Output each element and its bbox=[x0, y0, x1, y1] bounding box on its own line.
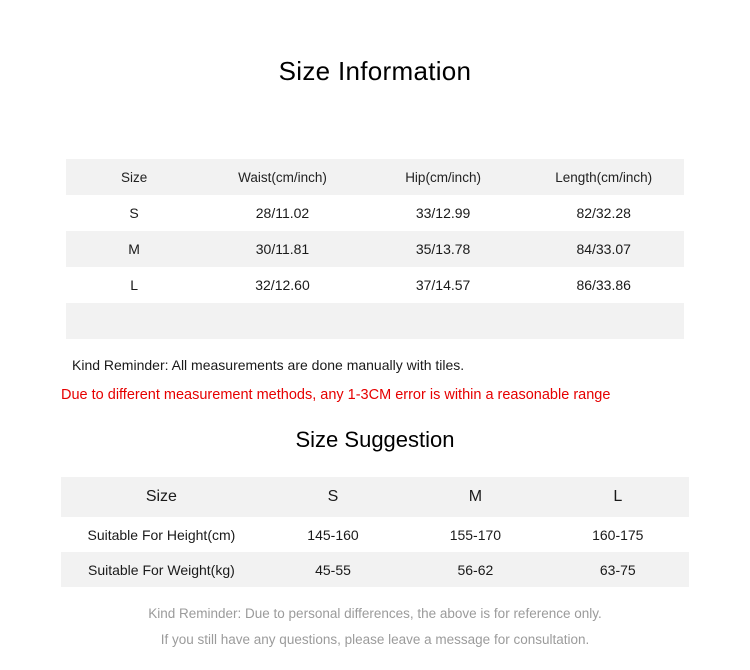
table-header-row bbox=[66, 159, 684, 195]
table-row bbox=[66, 267, 684, 303]
table-row bbox=[66, 231, 684, 267]
size-suggestion-title: Size Suggestion bbox=[295, 427, 455, 452]
cell-length: 82/32.28 bbox=[576, 205, 631, 221]
spacer-cell bbox=[66, 303, 202, 339]
cell-waist: 30/11.81 bbox=[202, 231, 363, 267]
size-suggestion-table-container bbox=[61, 463, 689, 587]
table-header-row bbox=[61, 477, 689, 517]
size-suggestion-table bbox=[61, 477, 689, 587]
cell-weight-l: 63-75 bbox=[547, 552, 689, 587]
spacer-cell bbox=[363, 303, 524, 339]
footer-note-line-2: If you still have any questions, please leave a message for consultation. bbox=[160, 631, 590, 647]
column-header-size: Size bbox=[66, 159, 202, 195]
column-header-s: S bbox=[262, 477, 404, 517]
size-information-table-container bbox=[66, 87, 684, 339]
column-header-m: M bbox=[404, 477, 546, 517]
cell-size: S bbox=[129, 205, 139, 221]
cell-waist: 28/11.02 bbox=[255, 205, 310, 221]
table-row bbox=[66, 195, 684, 231]
page-title: Size Information bbox=[278, 56, 472, 86]
cell-weight-s: 45-55 bbox=[262, 552, 404, 587]
cell-height-s: 145-160 bbox=[307, 526, 359, 543]
cell-hip: 37/14.57 bbox=[415, 277, 471, 293]
column-header-hip: Hip(cm/inch) bbox=[363, 159, 524, 195]
column-header-size: Size bbox=[61, 477, 262, 517]
table-spacer-row bbox=[66, 303, 684, 339]
cell-weight-m: 56-62 bbox=[404, 552, 546, 587]
cell-height-l: 160-175 bbox=[592, 526, 644, 543]
cell-size: M bbox=[66, 231, 202, 267]
measurement-warning-text: Due to different measurement methods, any 1-3CM error is within a reasonable range bbox=[61, 387, 611, 403]
spacer-cell bbox=[202, 303, 363, 339]
cell-waist: 32/12.60 bbox=[255, 277, 310, 293]
cell-length: 86/33.86 bbox=[576, 277, 631, 293]
size-information-table bbox=[66, 159, 684, 339]
column-header-l: L bbox=[547, 477, 689, 517]
spacer-cell bbox=[523, 303, 684, 339]
column-header-length: Length(cm/inch) bbox=[523, 159, 684, 195]
cell-hip: 33/12.99 bbox=[415, 205, 471, 221]
measurement-reminder-text: Kind Reminder: All measurements are done manually with tiles. bbox=[72, 357, 465, 373]
cell-size: L bbox=[130, 277, 138, 293]
cell-height-m: 155-170 bbox=[449, 526, 502, 543]
cell-length: 84/33.07 bbox=[523, 231, 684, 267]
footer-note-line-1: Kind Reminder: Due to personal differences, the above is for reference only. bbox=[148, 606, 602, 621]
row-label-height: Suitable For Height(cm) bbox=[87, 526, 236, 543]
table-row bbox=[61, 552, 689, 587]
table-row bbox=[61, 517, 689, 552]
footer-notes bbox=[0, 587, 750, 652]
row-label-weight: Suitable For Weight(kg) bbox=[61, 552, 262, 587]
column-header-waist: Waist(cm/inch) bbox=[202, 159, 363, 195]
cell-hip: 35/13.78 bbox=[363, 231, 524, 267]
